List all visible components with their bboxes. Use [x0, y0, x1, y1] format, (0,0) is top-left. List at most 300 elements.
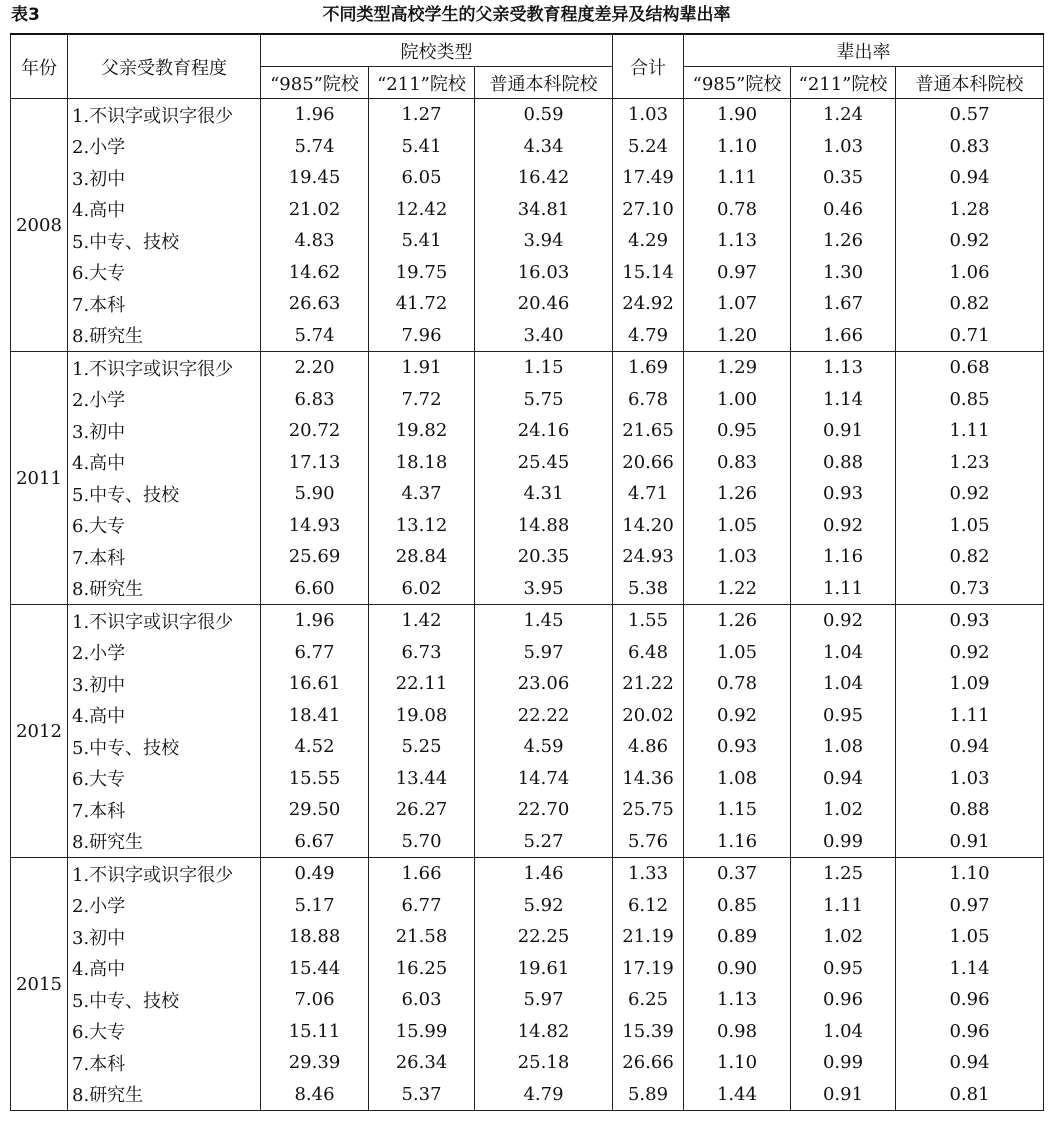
education-cell: 2.小学 — [68, 637, 261, 669]
table-row — [11, 858, 1044, 890]
value-cell: 7.06 — [261, 984, 369, 1016]
value-cell: 1.96 — [261, 605, 369, 637]
header-sub-211: “211”院校 — [369, 67, 475, 99]
value-cell: 21.58 — [369, 921, 475, 953]
education-cell: 1.不识字或识字很少 — [68, 352, 261, 384]
value-cell: 1.10 — [896, 858, 1044, 890]
value-cell: 0.59 — [475, 99, 613, 131]
value-cell: 1.29 — [684, 352, 791, 384]
table-row — [11, 573, 1044, 605]
value-cell: 15.39 — [613, 1016, 684, 1048]
value-cell: 20.66 — [613, 447, 684, 479]
value-cell: 0.68 — [896, 352, 1044, 384]
value-cell: 6.67 — [261, 826, 369, 858]
value-cell: 5.90 — [261, 478, 369, 510]
table-row — [11, 162, 1044, 194]
value-cell: 6.83 — [261, 384, 369, 416]
value-cell: 16.61 — [261, 668, 369, 700]
value-cell: 0.93 — [684, 731, 791, 763]
value-cell: 0.83 — [684, 447, 791, 479]
education-cell: 2.小学 — [68, 384, 261, 416]
education-cell: 4.高中 — [68, 194, 261, 226]
value-cell: 0.95 — [791, 700, 896, 732]
value-cell: 1.26 — [684, 478, 791, 510]
table-row — [11, 637, 1044, 669]
table-header — [11, 34, 1044, 99]
value-cell: 1.03 — [896, 763, 1044, 795]
value-cell: 1.04 — [791, 637, 896, 669]
value-cell: 0.78 — [684, 668, 791, 700]
header-sub-ratio-regular: 普通本科院校 — [896, 67, 1044, 99]
table-row — [11, 447, 1044, 479]
value-cell: 1.13 — [791, 352, 896, 384]
education-cell: 8.研究生 — [68, 826, 261, 858]
value-cell: 3.95 — [475, 573, 613, 605]
value-cell: 0.94 — [791, 763, 896, 795]
table-row — [11, 131, 1044, 163]
value-cell: 21.02 — [261, 194, 369, 226]
education-cell: 5.中专、技校 — [68, 225, 261, 257]
value-cell: 1.07 — [684, 288, 791, 320]
value-cell: 0.97 — [896, 890, 1044, 922]
value-cell: 23.06 — [475, 668, 613, 700]
value-cell: 5.74 — [261, 131, 369, 163]
value-cell: 1.08 — [791, 731, 896, 763]
education-cell: 4.高中 — [68, 700, 261, 732]
value-cell: 18.41 — [261, 700, 369, 732]
value-cell: 26.66 — [613, 1047, 684, 1079]
value-cell: 0.95 — [684, 415, 791, 447]
value-cell: 5.97 — [475, 637, 613, 669]
value-cell: 14.93 — [261, 510, 369, 542]
value-cell: 5.24 — [613, 131, 684, 163]
value-cell: 0.35 — [791, 162, 896, 194]
value-cell: 17.13 — [261, 447, 369, 479]
education-cell: 1.不识字或识字很少 — [68, 858, 261, 890]
value-cell: 1.13 — [684, 984, 791, 1016]
education-cell: 3.初中 — [68, 415, 261, 447]
value-cell: 24.92 — [613, 288, 684, 320]
table-row — [11, 320, 1044, 352]
value-cell: 0.37 — [684, 858, 791, 890]
value-cell: 0.94 — [896, 731, 1044, 763]
value-cell: 5.41 — [369, 131, 475, 163]
value-cell: 19.82 — [369, 415, 475, 447]
value-cell: 1.66 — [791, 320, 896, 352]
table-row — [11, 731, 1044, 763]
value-cell: 1.04 — [791, 668, 896, 700]
value-cell: 19.61 — [475, 953, 613, 985]
value-cell: 21.65 — [613, 415, 684, 447]
header-sub-ratio-211: “211”院校 — [791, 67, 896, 99]
value-cell: 0.95 — [791, 953, 896, 985]
value-cell: 0.93 — [791, 478, 896, 510]
education-cell: 7.本科 — [68, 541, 261, 573]
value-cell: 1.16 — [791, 541, 896, 573]
education-cell: 6.大专 — [68, 1016, 261, 1048]
education-cell: 5.中专、技校 — [68, 731, 261, 763]
value-cell: 28.84 — [369, 541, 475, 573]
value-cell: 4.37 — [369, 478, 475, 510]
value-cell: 1.42 — [369, 605, 475, 637]
value-cell: 27.10 — [613, 194, 684, 226]
education-cell: 3.初中 — [68, 668, 261, 700]
value-cell: 0.83 — [896, 131, 1044, 163]
value-cell: 34.81 — [475, 194, 613, 226]
value-cell: 6.12 — [613, 890, 684, 922]
value-cell: 1.27 — [369, 99, 475, 131]
header-education: 父亲受教育程度 — [68, 34, 261, 99]
value-cell: 0.82 — [896, 541, 1044, 573]
value-cell: 24.93 — [613, 541, 684, 573]
value-cell: 19.75 — [369, 257, 475, 289]
value-cell: 4.31 — [475, 478, 613, 510]
table-row — [11, 1079, 1044, 1111]
header-sub-985: “985”院校 — [261, 67, 369, 99]
education-cell: 3.初中 — [68, 162, 261, 194]
value-cell: 4.79 — [475, 1079, 613, 1111]
header-year: 年份 — [11, 34, 68, 99]
value-cell: 1.03 — [613, 99, 684, 131]
table-row — [11, 415, 1044, 447]
value-cell: 0.92 — [791, 510, 896, 542]
value-cell: 15.11 — [261, 1016, 369, 1048]
value-cell: 14.88 — [475, 510, 613, 542]
value-cell: 3.40 — [475, 320, 613, 352]
table-row — [11, 953, 1044, 985]
value-cell: 6.48 — [613, 637, 684, 669]
header-school-type: 院校类型 — [261, 34, 613, 67]
value-cell: 0.92 — [896, 637, 1044, 669]
table-row — [11, 225, 1044, 257]
value-cell: 5.89 — [613, 1079, 684, 1111]
value-cell: 0.92 — [791, 605, 896, 637]
value-cell: 1.05 — [684, 637, 791, 669]
value-cell: 0.94 — [896, 1047, 1044, 1079]
table-row — [11, 763, 1044, 795]
value-cell: 1.05 — [684, 510, 791, 542]
table-row — [11, 510, 1044, 542]
value-cell: 0.90 — [684, 953, 791, 985]
value-cell: 21.22 — [613, 668, 684, 700]
value-cell: 20.46 — [475, 288, 613, 320]
table-row — [11, 1047, 1044, 1079]
value-cell: 0.92 — [896, 225, 1044, 257]
value-cell: 0.91 — [791, 1079, 896, 1111]
value-cell: 22.22 — [475, 700, 613, 732]
value-cell: 6.03 — [369, 984, 475, 1016]
value-cell: 1.03 — [684, 541, 791, 573]
table-title: 不同类型高校学生的父亲受教育程度差异及结构辈出率 — [322, 5, 731, 25]
value-cell: 5.17 — [261, 890, 369, 922]
value-cell: 6.77 — [369, 890, 475, 922]
education-cell: 8.研究生 — [68, 320, 261, 352]
value-cell: 6.60 — [261, 573, 369, 605]
year-cell: 2011 — [11, 352, 68, 605]
value-cell: 25.45 — [475, 447, 613, 479]
value-cell: 1.28 — [896, 194, 1044, 226]
value-cell: 20.35 — [475, 541, 613, 573]
education-cell: 6.大专 — [68, 763, 261, 795]
table-row — [11, 541, 1044, 573]
value-cell: 0.81 — [896, 1079, 1044, 1111]
value-cell: 4.34 — [475, 131, 613, 163]
value-cell: 0.96 — [896, 984, 1044, 1016]
table-row — [11, 99, 1044, 131]
value-cell: 5.70 — [369, 826, 475, 858]
table-row — [11, 826, 1044, 858]
value-cell: 14.74 — [475, 763, 613, 795]
value-cell: 18.88 — [261, 921, 369, 953]
value-cell: 1.24 — [791, 99, 896, 131]
value-cell: 1.30 — [791, 257, 896, 289]
value-cell: 0.78 — [684, 194, 791, 226]
value-cell: 6.78 — [613, 384, 684, 416]
value-cell: 1.91 — [369, 352, 475, 384]
value-cell: 14.20 — [613, 510, 684, 542]
value-cell: 3.94 — [475, 225, 613, 257]
value-cell: 1.23 — [896, 447, 1044, 479]
value-cell: 0.96 — [791, 984, 896, 1016]
value-cell: 0.85 — [896, 384, 1044, 416]
value-cell: 0.92 — [684, 700, 791, 732]
value-cell: 0.57 — [896, 99, 1044, 131]
value-cell: 24.16 — [475, 415, 613, 447]
education-cell: 4.高中 — [68, 953, 261, 985]
value-cell: 0.91 — [896, 826, 1044, 858]
value-cell: 19.45 — [261, 162, 369, 194]
value-cell: 22.25 — [475, 921, 613, 953]
value-cell: 15.44 — [261, 953, 369, 985]
value-cell: 22.11 — [369, 668, 475, 700]
value-cell: 4.71 — [613, 478, 684, 510]
value-cell: 8.46 — [261, 1079, 369, 1111]
year-cell: 2015 — [11, 858, 68, 1111]
table-row — [11, 257, 1044, 289]
table-row — [11, 478, 1044, 510]
education-cell: 4.高中 — [68, 447, 261, 479]
value-cell: 1.26 — [791, 225, 896, 257]
value-cell: 1.02 — [791, 794, 896, 826]
header-total: 合计 — [613, 34, 684, 99]
value-cell: 1.20 — [684, 320, 791, 352]
value-cell: 26.27 — [369, 794, 475, 826]
value-cell: 25.75 — [613, 794, 684, 826]
value-cell: 6.02 — [369, 573, 475, 605]
value-cell: 4.83 — [261, 225, 369, 257]
value-cell: 1.04 — [791, 1016, 896, 1048]
value-cell: 5.74 — [261, 320, 369, 352]
value-cell: 14.82 — [475, 1016, 613, 1048]
value-cell: 16.25 — [369, 953, 475, 985]
education-cell: 8.研究生 — [68, 1079, 261, 1111]
value-cell: 5.27 — [475, 826, 613, 858]
value-cell: 0.73 — [896, 573, 1044, 605]
education-cell: 8.研究生 — [68, 573, 261, 605]
value-cell: 0.97 — [684, 257, 791, 289]
header-sub-ratio-985: “985”院校 — [684, 67, 791, 99]
table-row — [11, 352, 1044, 384]
value-cell: 13.44 — [369, 763, 475, 795]
table-row — [11, 384, 1044, 416]
value-cell: 15.99 — [369, 1016, 475, 1048]
education-cell: 7.本科 — [68, 794, 261, 826]
value-cell: 0.96 — [896, 1016, 1044, 1048]
table-row — [11, 288, 1044, 320]
education-cell: 1.不识字或识字很少 — [68, 99, 261, 131]
value-cell: 0.46 — [791, 194, 896, 226]
value-cell: 1.14 — [791, 384, 896, 416]
value-cell: 5.92 — [475, 890, 613, 922]
table-number: 表3 — [11, 5, 40, 25]
value-cell: 4.86 — [613, 731, 684, 763]
value-cell: 4.79 — [613, 320, 684, 352]
value-cell: 15.55 — [261, 763, 369, 795]
value-cell: 1.11 — [684, 162, 791, 194]
value-cell: 5.37 — [369, 1079, 475, 1111]
value-cell: 0.98 — [684, 1016, 791, 1048]
value-cell: 1.00 — [684, 384, 791, 416]
value-cell: 7.72 — [369, 384, 475, 416]
value-cell: 2.20 — [261, 352, 369, 384]
value-cell: 0.94 — [896, 162, 1044, 194]
value-cell: 0.99 — [791, 826, 896, 858]
value-cell: 1.45 — [475, 605, 613, 637]
value-cell: 5.75 — [475, 384, 613, 416]
value-cell: 1.09 — [896, 668, 1044, 700]
education-cell: 6.大专 — [68, 510, 261, 542]
value-cell: 1.15 — [684, 794, 791, 826]
value-cell: 41.72 — [369, 288, 475, 320]
value-cell: 1.10 — [684, 131, 791, 163]
value-cell: 13.12 — [369, 510, 475, 542]
value-cell: 4.59 — [475, 731, 613, 763]
value-cell: 1.15 — [475, 352, 613, 384]
value-cell: 19.08 — [369, 700, 475, 732]
value-cell: 5.76 — [613, 826, 684, 858]
value-cell: 25.18 — [475, 1047, 613, 1079]
value-cell: 6.05 — [369, 162, 475, 194]
value-cell: 17.49 — [613, 162, 684, 194]
value-cell: 18.18 — [369, 447, 475, 479]
table-caption — [0, 0, 1053, 30]
value-cell: 1.11 — [896, 415, 1044, 447]
value-cell: 1.13 — [684, 225, 791, 257]
value-cell: 16.03 — [475, 257, 613, 289]
education-cell: 1.不识字或识字很少 — [68, 605, 261, 637]
value-cell: 1.33 — [613, 858, 684, 890]
value-cell: 0.88 — [896, 794, 1044, 826]
value-cell: 4.52 — [261, 731, 369, 763]
value-cell: 0.88 — [791, 447, 896, 479]
education-cell: 5.中专、技校 — [68, 984, 261, 1016]
value-cell: 26.34 — [369, 1047, 475, 1079]
table-body — [11, 99, 1044, 1111]
value-cell: 1.69 — [613, 352, 684, 384]
value-cell: 1.02 — [791, 921, 896, 953]
value-cell: 1.11 — [791, 573, 896, 605]
value-cell: 1.10 — [684, 1047, 791, 1079]
value-cell: 5.25 — [369, 731, 475, 763]
header-sub-regular: 普通本科院校 — [475, 67, 613, 99]
year-cell: 2008 — [11, 99, 68, 352]
value-cell: 7.96 — [369, 320, 475, 352]
table-row — [11, 700, 1044, 732]
value-cell: 14.62 — [261, 257, 369, 289]
value-cell: 1.16 — [684, 826, 791, 858]
value-cell: 1.46 — [475, 858, 613, 890]
value-cell: 0.85 — [684, 890, 791, 922]
education-cell: 2.小学 — [68, 131, 261, 163]
value-cell: 1.25 — [791, 858, 896, 890]
data-table — [10, 33, 1044, 1111]
value-cell: 16.42 — [475, 162, 613, 194]
value-cell: 6.25 — [613, 984, 684, 1016]
value-cell: 1.03 — [791, 131, 896, 163]
table-row — [11, 1016, 1044, 1048]
value-cell: 6.73 — [369, 637, 475, 669]
education-cell: 5.中专、技校 — [68, 478, 261, 510]
value-cell: 20.72 — [261, 415, 369, 447]
value-cell: 1.96 — [261, 99, 369, 131]
table-row — [11, 668, 1044, 700]
value-cell: 1.05 — [896, 921, 1044, 953]
education-cell: 7.本科 — [68, 288, 261, 320]
value-cell: 1.90 — [684, 99, 791, 131]
value-cell: 29.50 — [261, 794, 369, 826]
value-cell: 1.08 — [684, 763, 791, 795]
value-cell: 15.14 — [613, 257, 684, 289]
value-cell: 1.44 — [684, 1079, 791, 1111]
value-cell: 5.38 — [613, 573, 684, 605]
year-cell: 2012 — [11, 605, 68, 858]
value-cell: 1.06 — [896, 257, 1044, 289]
value-cell: 14.36 — [613, 763, 684, 795]
value-cell: 0.99 — [791, 1047, 896, 1079]
value-cell: 1.67 — [791, 288, 896, 320]
value-cell: 5.41 — [369, 225, 475, 257]
value-cell: 1.14 — [896, 953, 1044, 985]
value-cell: 0.89 — [684, 921, 791, 953]
value-cell: 5.97 — [475, 984, 613, 1016]
value-cell: 4.29 — [613, 225, 684, 257]
value-cell: 25.69 — [261, 541, 369, 573]
value-cell: 0.49 — [261, 858, 369, 890]
value-cell: 1.55 — [613, 605, 684, 637]
value-cell: 0.71 — [896, 320, 1044, 352]
table-row — [11, 890, 1044, 922]
education-cell: 2.小学 — [68, 890, 261, 922]
table-row — [11, 605, 1044, 637]
value-cell: 29.39 — [261, 1047, 369, 1079]
value-cell: 1.22 — [684, 573, 791, 605]
value-cell: 6.77 — [261, 637, 369, 669]
value-cell: 12.42 — [369, 194, 475, 226]
table-row — [11, 984, 1044, 1016]
value-cell: 0.91 — [791, 415, 896, 447]
value-cell: 21.19 — [613, 921, 684, 953]
table-row — [11, 921, 1044, 953]
value-cell: 22.70 — [475, 794, 613, 826]
value-cell: 0.93 — [896, 605, 1044, 637]
education-cell: 3.初中 — [68, 921, 261, 953]
value-cell: 1.66 — [369, 858, 475, 890]
value-cell: 0.82 — [896, 288, 1044, 320]
value-cell: 17.19 — [613, 953, 684, 985]
value-cell: 1.11 — [896, 700, 1044, 732]
education-cell: 6.大专 — [68, 257, 261, 289]
value-cell: 0.92 — [896, 478, 1044, 510]
